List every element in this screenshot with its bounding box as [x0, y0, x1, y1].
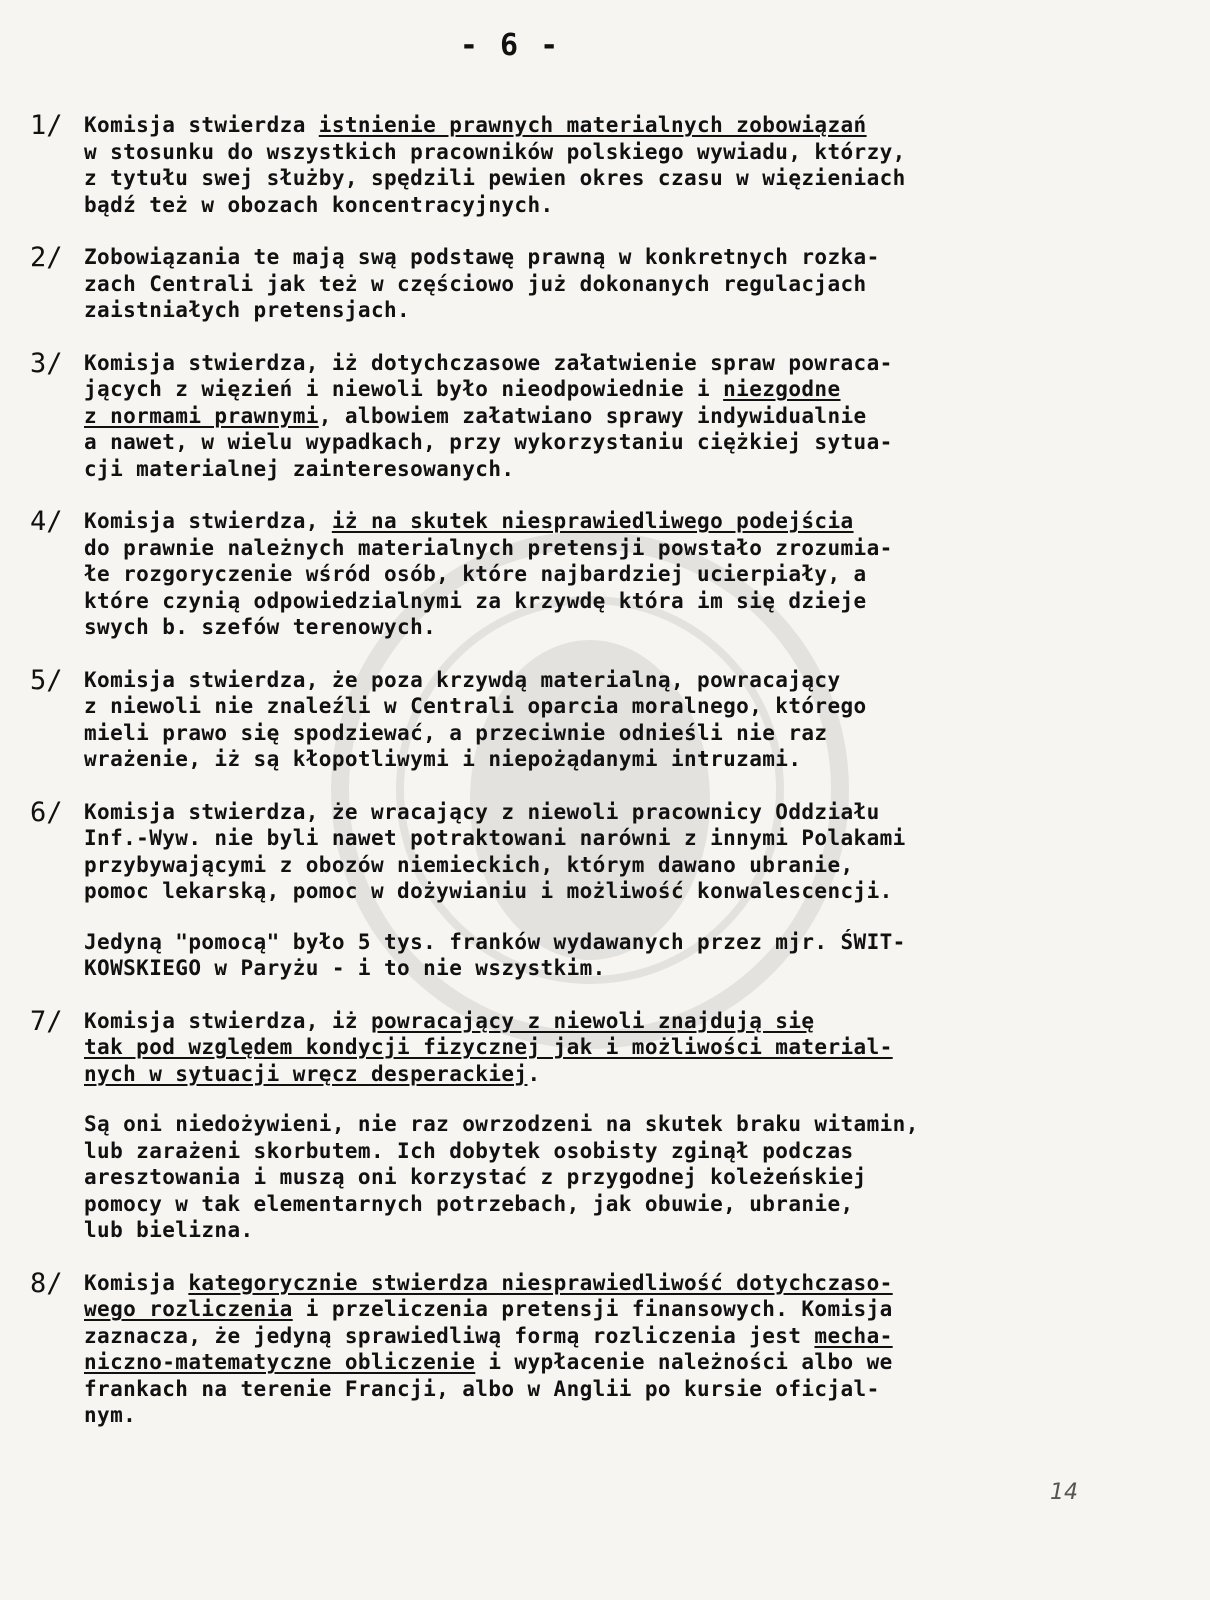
item-paragraph: [84, 929, 1180, 982]
item-body: [84, 508, 1180, 641]
item-paragraph: [84, 799, 1180, 905]
item-paragraph: [84, 1270, 1180, 1429]
item-number: 8/: [30, 1267, 63, 1299]
numbered-item: [30, 244, 1180, 324]
numbered-item: [30, 664, 1180, 773]
text-segment: Komisja stwierdza, iż dotychczasowe załatwienie spraw powraca- jących z więzień i niewoli było nieodpowiednie i: [84, 350, 893, 401]
underlined-text: powracający z niewoli znajdują się tak pod względem kondycji fizycznej jak i możliwości material- nych w sytuacji wręcz desperackiej: [84, 1008, 893, 1086]
underlined-text: kategorycznie stwierdza niesprawiedliwość dotychczaso- wego rozliczenia: [84, 1270, 893, 1321]
underlined-text: mecha- niczno-matematyczne obliczenie: [84, 1323, 893, 1374]
item-paragraph: [84, 350, 1180, 483]
text-segment: Komisja stwierdza: [84, 113, 319, 137]
item-body: [84, 667, 1180, 773]
numbered-item: [30, 1005, 1180, 1244]
handwritten-page-note: 14: [1050, 1480, 1078, 1505]
text-segment: , albowiem załatwiano sprawy indywidualnie a nawet, w wielu wypadkach, przy wykorzystaniu ciężkiej sytua- cji materialnej zainteresowanych.: [84, 403, 893, 481]
text-segment: Zobowiązania te mają swą podstawę prawną w konkretnych rozka- zach Centrali jak też w częściowo już dokonanych regulacjach zaistniałych pretensjach.: [84, 245, 880, 322]
numbered-item: [30, 796, 1180, 982]
text-segment: i przeliczenia pretensji finansowych. Komisja zaznacza, że jedyną sprawiedliwą formą rozliczenia jest: [84, 1297, 893, 1348]
text-segment: Komisja stwierdza, że poza krzywdą materialną, powracający z niewoli nie znaleźli w Centrali oparcia moralnego, którego mieli prawo się spodziewać, a przeciwnie odnieśli nie raz wrażenie, iż są kłopotliwymi i niepożądanymi intruzami.: [84, 667, 867, 771]
underlined-text: niezgodne z normami prawnymi: [84, 377, 841, 428]
item-body: [84, 350, 1180, 483]
numbered-item: [30, 112, 1180, 218]
text-segment: i wypłacenie należności albo we frankach na terenie Francji, albo w Anglii po kursie oficjal- nym.: [84, 1350, 893, 1427]
item-paragraph: [84, 244, 1180, 324]
item-number: 1/: [30, 110, 63, 141]
item-paragraph: [84, 667, 1180, 773]
item-paragraph: [84, 112, 1180, 218]
item-number: 6/: [30, 796, 63, 828]
item-paragraph: [84, 508, 1180, 641]
item-body: [84, 112, 1180, 218]
text-segment: Są oni niedożywieni, nie raz owrzodzeni na skutek braku witamin, lub zarażeni skorbutem. Ich dobytek osobisty zginął podczas aresztowania i muszą oni korzystać z przygodnej koleżeńskiej pomocy w tak elementarnych potrzebach, jak obuwie, ubranie, lub bielizna.: [84, 1112, 919, 1242]
text-segment: .: [527, 1061, 541, 1086]
item-body: [84, 799, 1180, 982]
item-number: 4/: [30, 506, 63, 537]
item-paragraph: [84, 1111, 1180, 1244]
item-number: 3/: [30, 347, 63, 379]
text-segment: do prawnie należnych materialnych pretensji powstało zrozumia- łe rozgoryczenie wśród osób, które najbardziej ucierpiały, a które czynią odpowiedzialnymi za krzywdę która im się dzieje swych b. szefów terenowych.: [84, 535, 893, 639]
underlined-text: iż na skutek niesprawiedliwego podejścia: [331, 509, 854, 533]
document-body: [30, 112, 1180, 1455]
item-number: 5/: [30, 664, 63, 696]
numbered-item: [30, 508, 1180, 641]
numbered-item: [30, 1267, 1180, 1429]
text-segment: Jedyną "pomocą" było 5 tys. franków wydawanych przez mjr. ŚWIT- KOWSKIEGO w Paryżu - i to nie wszystkim.: [84, 929, 906, 980]
page-number: - 6 -: [459, 28, 561, 63]
item-body: [84, 244, 1180, 324]
item-number: 2/: [30, 242, 63, 273]
text-segment: Komisja stwierdza, że wracający z niewoli pracownicy Oddziału Inf.-Wyw. nie byli nawet potraktowani narówni z innymi Polakami przybywającymi z obozów niemieckich, którym dawano ubranie, pomoc lekarską, pomoc w dożywianiu i możliwość konwalescencji.: [84, 799, 906, 903]
text-segment: Komisja: [84, 1270, 189, 1295]
item-body: [84, 1270, 1180, 1429]
text-segment: w stosunku do wszystkich pracowników polskiego wywiadu, którzy, z tytułu swej służby, spędzili pewien okres czasu w więzieniach bądź też w obozach koncentracyjnych.: [84, 139, 906, 217]
item-paragraph: [84, 1008, 1180, 1088]
item-body: [84, 1008, 1180, 1244]
numbered-item: [30, 347, 1180, 483]
text-segment: Komisja stwierdza,: [84, 509, 332, 533]
item-number: 7/: [30, 1005, 63, 1037]
underlined-text: istnienie prawnych materialnych zobowiązań: [318, 113, 867, 137]
text-segment: Komisja stwierdza, iż: [84, 1008, 371, 1033]
